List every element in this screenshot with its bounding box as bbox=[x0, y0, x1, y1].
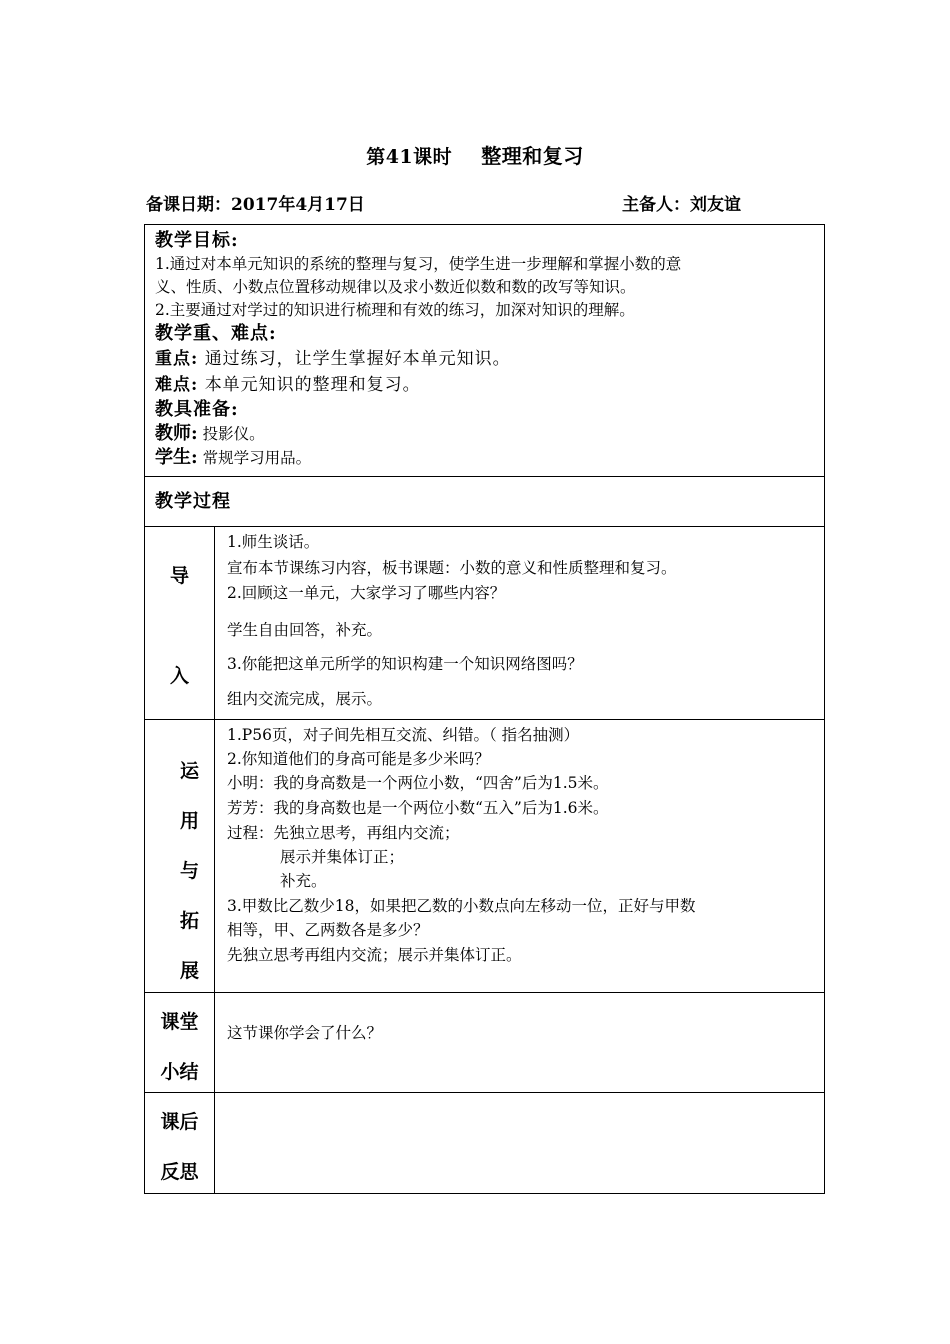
intro-line-1: 1.师生谈话。 bbox=[227, 533, 320, 551]
intro-section bbox=[145, 527, 824, 720]
difficult-point-text: 本单元知识的整理和复习。 bbox=[204, 375, 421, 395]
key-points-title: 教学重、难点: bbox=[155, 323, 277, 344]
application-label-cell bbox=[145, 720, 215, 992]
lesson-number: 第41课时 bbox=[366, 146, 453, 168]
teacher-tools-text: 投影仪。 bbox=[202, 425, 265, 443]
lesson-topic: 整理和复习 bbox=[481, 144, 584, 168]
reflection-label-2: 反思 bbox=[160, 1161, 199, 1183]
goal-item-1-line-1: 1.通过对本单元知识的系统的整理与复习，使学生进一步理解和掌握小数的意 bbox=[155, 255, 682, 273]
intro-line-6: 组内交流完成，展示。 bbox=[227, 690, 383, 708]
application-line-7: 补充。 bbox=[280, 872, 327, 890]
application-line-2: 2.你知道他们的身高可能是多少米吗？ bbox=[227, 750, 490, 768]
application-line-6: 展示并集体订正； bbox=[280, 848, 405, 866]
page-title bbox=[0, 140, 950, 169]
summary-label-1: 课堂 bbox=[160, 1011, 199, 1033]
application-line-8: 3.甲数比乙数少18，如果把乙数的小数点向左移动一位，正好与甲数 bbox=[227, 897, 696, 915]
intro-line-3: 2.回顾这一单元，大家学习了哪些内容？ bbox=[227, 584, 506, 602]
application-line-3: 小明：我的身高数是一个两位小数，“四舍”后为1.5米。 bbox=[227, 774, 609, 792]
goal-item-1-line-2: 义、性质、小数点位置移动规律以及求小数近似数和数的改写等知识。 bbox=[155, 278, 636, 296]
reflection-label-cell bbox=[145, 1093, 215, 1193]
application-line-4: 芳芳：我的身高数也是一个两位小数“五入”后为1.6米。 bbox=[227, 799, 609, 817]
key-point bbox=[155, 346, 816, 372]
key-point-text: 通过练习，让学生掌握好本单元知识。 bbox=[204, 349, 511, 369]
teacher-tools bbox=[155, 422, 816, 446]
student-tools-label: 学生: bbox=[155, 447, 198, 468]
summary-text: 这节课你学会了什么？ bbox=[227, 1024, 383, 1042]
summary-section bbox=[145, 993, 824, 1093]
difficult-point bbox=[155, 372, 816, 398]
prep-author: 主备人：刘友谊 bbox=[622, 195, 741, 215]
summary-label-cell bbox=[145, 993, 215, 1092]
goals-section bbox=[145, 225, 824, 477]
intro-label-1: 导 bbox=[169, 565, 189, 587]
intro-line-2: 宣布本节课练习内容，板书课题：小数的意义和性质整理和复习。 bbox=[227, 559, 677, 577]
application-label-3: 与 bbox=[179, 860, 199, 882]
application-line-1: 1.P56页，对子间先相互交流、纠错。（ 指名抽测） bbox=[227, 726, 580, 744]
application-line-5: 过程：先独立思考，再组内交流； bbox=[227, 824, 460, 842]
key-point-label: 重点: bbox=[155, 349, 199, 369]
intro-label-cell bbox=[145, 527, 215, 719]
teacher-tools-label: 教师: bbox=[155, 423, 198, 444]
goal-item-2: 2.主要通过对学过的知识进行梳理和有效的练习，加深对知识的理解。 bbox=[155, 301, 635, 319]
student-tools-text: 常规学习用品。 bbox=[202, 449, 312, 467]
application-label-1: 运 bbox=[179, 760, 199, 782]
application-label-2: 用 bbox=[179, 810, 199, 832]
intro-line-5: 3.你能把这单元所学的知识构建一个知识网络图吗？ bbox=[227, 655, 583, 673]
application-label-5: 展 bbox=[179, 960, 199, 982]
goals-title: 教学目标: bbox=[155, 230, 239, 251]
application-line-10: 先独立思考再组内交流；展示并集体订正。 bbox=[227, 946, 522, 964]
difficult-point-label: 难点: bbox=[155, 375, 199, 395]
prep-date: 备课日期：2017年4月17日 bbox=[146, 195, 365, 215]
tools-title: 教具准备: bbox=[155, 399, 239, 420]
reflection-label-1: 课后 bbox=[160, 1111, 199, 1133]
application-label-4: 拓 bbox=[179, 910, 199, 932]
process-title: 教学过程 bbox=[155, 491, 231, 512]
lesson-plan-table bbox=[144, 224, 825, 1194]
reflection-section bbox=[145, 1093, 824, 1193]
intro-label-2: 入 bbox=[169, 665, 189, 687]
application-line-9: 相等，甲、乙两数各是多少？ bbox=[227, 921, 429, 939]
student-tools bbox=[155, 446, 816, 470]
process-header bbox=[145, 477, 824, 527]
application-section bbox=[145, 720, 824, 993]
intro-line-4: 学生自由回答，补充。 bbox=[227, 621, 383, 639]
summary-label-2: 小结 bbox=[160, 1061, 199, 1083]
